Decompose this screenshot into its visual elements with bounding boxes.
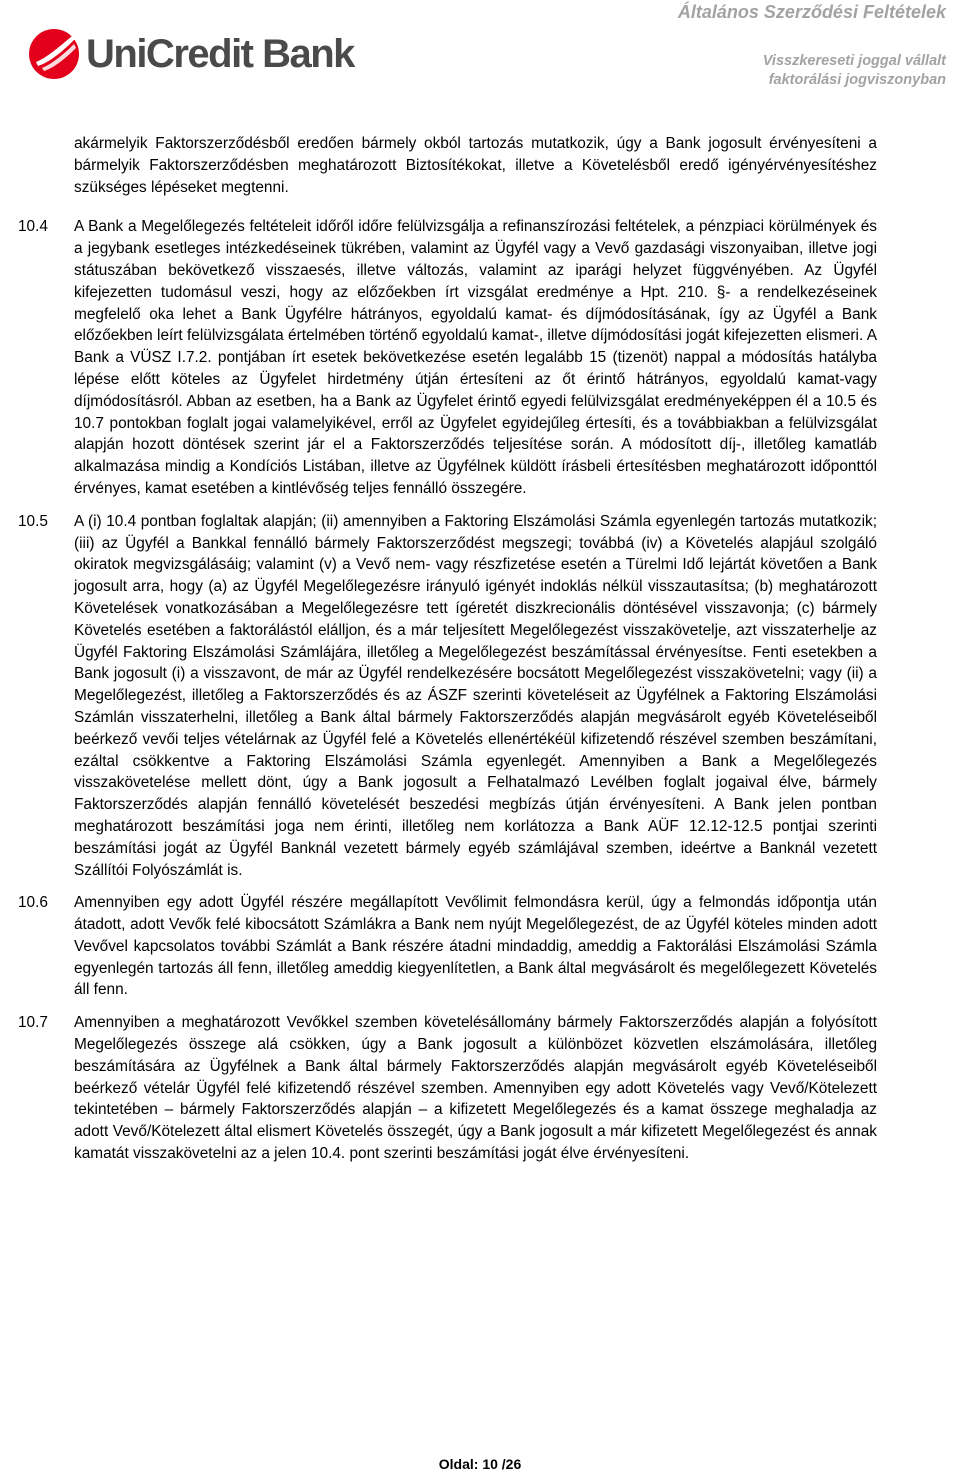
- continuation-paragraph: [18, 133, 877, 198]
- page-label: Oldal:: [438, 1456, 479, 1472]
- page-number: 10: [482, 1456, 498, 1472]
- unicredit-logo: [28, 26, 354, 82]
- section-10-4: [18, 216, 877, 499]
- section-number: 10.4: [18, 218, 48, 236]
- section-number: 10.7: [18, 1014, 48, 1032]
- document-body: [18, 133, 877, 1176]
- section-10-7: [18, 1012, 877, 1165]
- subtitle-line-2: faktorálási jogviszonyban: [768, 72, 946, 88]
- section-text: Amennyiben a meghatározott Vevőkkel szemben követelésállomány bármely Faktorszerződés alapján a folyósított Megelőlegezés összege alá csökken, úgy a Bank jogosult a különbözet közvetlen elszámolására, illetőleg beszámítására az Ügyfélnek a Bank által bármely Faktorszerződés alapján megvásárolt egyéb Követeléseiből beérkező vételár Ügyfél felé kifizetendő részével szemben. Amennyiben egy adott Követelés vagy Vevő/Kötelezett tekintetében – bármely Faktorszerződés alapján – a kifizetett Megelőlegezés és a kamat összege meghaladja az adott Vevő/Kötelezett által elismert Követelés összegét, úgy a Bank jogosult a már kifizetett Megelőlegezést és annak kamatát visszakövetelni az a jelen 10.4. pont szerinti beszámítási jogát élve érvényesíteni.: [74, 1014, 877, 1163]
- logo-wordmark: UniCredit Bank: [86, 32, 354, 76]
- section-text: A (i) 10.4 pontban foglaltak alapján; (ii) amennyiben a Faktoring Elszámolási Számla egyenlegén tartozás mutatkozik; (iii) az Ügyfél a Bankkal fennálló bármely Faktorszerződést megszegi; továbbá (iv) a Követelés alapjául szolgáló okiratok megvizsgálásáig; valamint (v) a Vevő nem- vagy részfizetése esetén a Türelmi Idő lejártát követően a Bank jogosult arra, hogy (a) az Ügyfél Megelőlegezésre irányuló igényét indoklás nélkül visszautasítsa; (b) meghatározott Követelések vonatkozásában a Megelőlegezésre tett ígéretét diszkrecionális döntésével visszavonja; (c) bármely Követelés esetében a faktorálástól elálljon, és a már teljesített Megelőlegezést visszakövetelje, azt visszaterhelje az Ügyfél Faktoring Elszámolási Számlájára, illetőleg a Megelőlegezést beszámítással érvényesítse. Fenti esetekben a Bank jogosult (i) a visszavont, de már az Ügyfél rendelkezésére bocsátott Megelőlegezést visszakövetelni; vagy (ii) a Megelőlegezést, illetőleg a Faktorszerződés és az ÁSZF szerinti követeléseit az Ügyfélnek a Faktoring Elszámolási Számlán visszaterhelni, illetőleg a Bank által bármely Faktorszerződés alapján megvásárolt egyéb Követeléseiből beérkező vevői teljes vételárnak az Ügyfél felé a Követelés ellenértékéül kifizetendő részével szemben beszámítani, ezáltal csökkentve a Faktoring Elszámolási Számla egyenlegét. Amennyiben a Bank a Megelőlegezés visszakövetelése mellett dönt, úgy a Bank jogosult a Felhatalmazó Levélben foglalt jogaival élve, bármely Faktorszerződés alapján fennálló követelését beszedési megbízás útján érvényesíteni. A Bank jelen pontban meghatározott beszámítási joga nem érinti, illetőleg nem korlátozza a Bank AÜF 12.12-12.5 pontjai szerinti beszámítási jogát az Ügyfél Banknál vezetett bármely egyéb számlájával szemben, ideértve a Banknál vezetett Szállítói Folyószámlát is.: [74, 512, 877, 879]
- document-subtitle: [763, 52, 946, 90]
- section-text: Amennyiben egy adott Ügyfél részére megállapított Vevőlimit felmondásra kerül, úgy a felmondás időpontja után átadott, adott Vevők felé kibocsátott Számlákra a Bank nem nyújt Megelőlegezést, de az Ügyfél köteles minden adott Vevővel kapcsolatos további Számlát a Bank részére átadni mindaddig, ameddig a Faktorálási Elszámolási Számla egyenlegén tartozás áll fenn, illetőleg ameddig kiegyenlítetlen, a Bank által megvásárolt és megelőlegezett Követelés áll fenn.: [74, 894, 877, 999]
- page-header: [0, 0, 960, 100]
- page-separator: /: [501, 1456, 506, 1472]
- paragraph-text: akármelyik Faktorszerződésből eredően bármely okból tartozás mutatkozik, úgy a Bank jogosult érvényesíteni a bármelyik Faktorszerződésben meghatározott Biztosítékokat, illetve a Követelésből eredő igényérvényesítéshez szükséges lépéseket megtenni.: [74, 135, 877, 196]
- unicredit-logo-icon: [28, 28, 80, 80]
- document-title: Általános Szerződési Feltételek: [677, 2, 946, 22]
- section-10-6: [18, 892, 877, 1001]
- section-number: 10.5: [18, 512, 48, 530]
- page-footer: [0, 1456, 960, 1472]
- page-total: 26: [505, 1456, 522, 1472]
- section-10-5: [18, 511, 877, 882]
- section-text: A Bank a Megelőlegezés feltételeit időről időre felülvizsgálja a refinanszírozási feltételek, a pénzpiaci körülmények és a jegybank esetleges intézkedéseinek tükrében, valamint az Ügyfél vagy a Vevő gazdasági viszonyaiban, illetve jogi státuszában bekövetkező visszaesés, illetve változás, valamint az iparági helyzet függvényében. Az Ügyfél kifejezetten tudomásul veszi, hogy az előzőekben írt vizsgálat eredménye a Hpt. 210. §- a rendelkezéseinek megfelelő oka lehet a Bank Ügyfélre hátrányos, egyoldalú kamat- és díjmódosításának, így az Ügyfél a Bank előzőekben leírt felülvizsgálata értelmében történő egyoldalú kamat-, illetve díjmódosítási jogát kifejezetten elismeri. A Bank a VÜSZ I.7.2. pontjában írt esetek bekövetkezése esetén legalább 15 (tizenöt) nappal a módosítás hatályba lépése előtt köteles az Ügyfelet hirdetmény útján értesíteni az őt érintő hátrányos, egyoldalú kamat-vagy díjmódosításról. Abban az esetben, ha a Bank az Ügyfelet érintő egyedi felülvizsgálat eredményeképpen él a 10.5 és 10.7 pontokban foglalt jogai valamelyikével, erről az Ügyfelet egyidejűleg értesíti, és a továbbiakban a felülvizsgálat alapján hozott döntések szerint jár el a Faktorszerződés teljesítése során. A módosított díj-, illetőleg kamatláb alkalmazása mindig a Kondíciós Listában, illetve az Ügyfélnek küldött írásbeli értesítésben meghatározott időponttól érvényes, kamat esetében a kintlévőség teljes fennálló összegére.: [74, 218, 877, 497]
- section-number: 10.6: [18, 894, 48, 912]
- subtitle-line-1: Visszkereseti joggal vállalt: [762, 53, 946, 69]
